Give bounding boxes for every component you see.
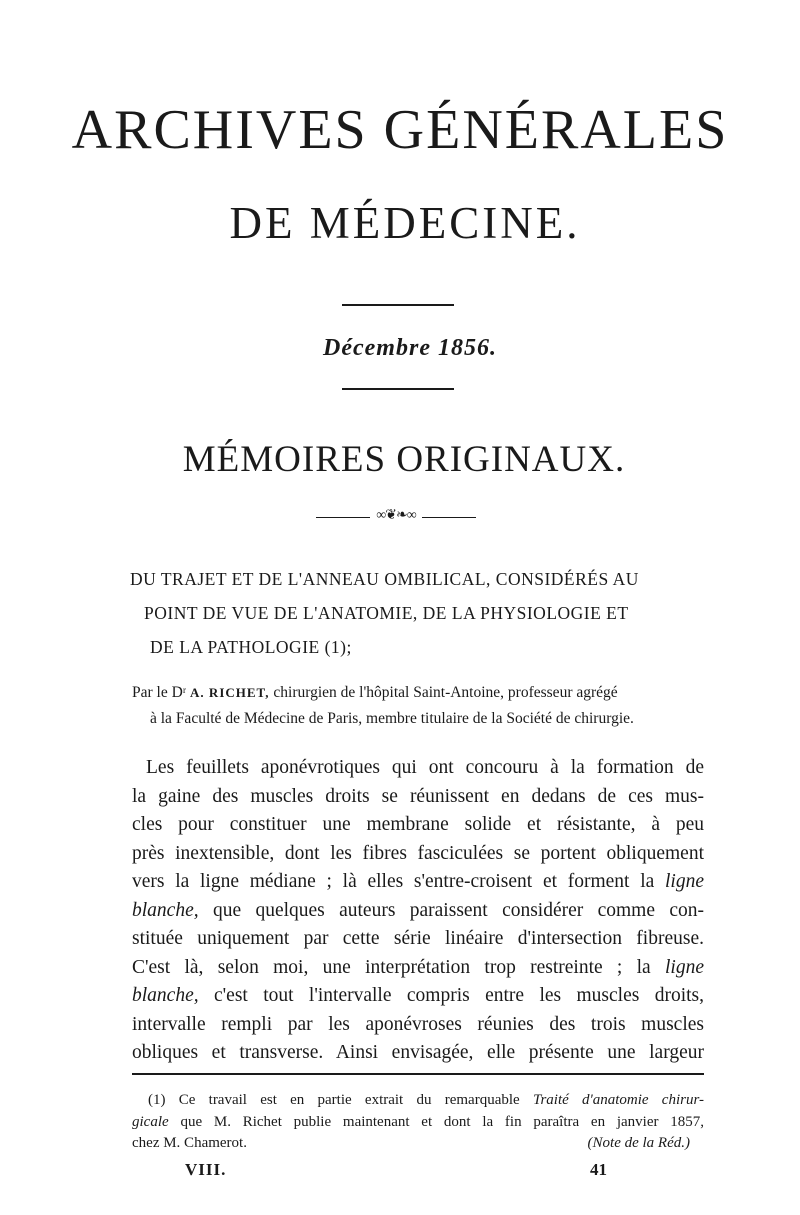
- body-line: [132, 868, 704, 897]
- body-text: [132, 754, 704, 1068]
- author-credit: [132, 680, 704, 732]
- divider-rule: [342, 388, 454, 390]
- body-line: obliques et transverse. Ainsi envisagée, elle présente une largeur: [132, 1042, 704, 1063]
- divider-rule: [342, 304, 454, 306]
- journal-subtitle: DE MÉDECINE.: [229, 198, 581, 248]
- footnote-text-run: chez M. Chamerot.: [132, 1135, 247, 1151]
- editor-note: (Note de la Réd.): [587, 1135, 690, 1151]
- footnote-italic-run: gicale: [132, 1113, 169, 1130]
- body-italic-run: ligne: [665, 956, 704, 978]
- footnote-text-run: (1) Ce travail est en partie extrait du remarquable: [148, 1092, 520, 1108]
- journal-title: ARCHIVES GÉNÉRALES: [71, 99, 729, 161]
- footnote: [132, 1090, 704, 1155]
- body-text-run: C'est là, selon moi, une interprétation trop restreinte ; la: [132, 956, 651, 978]
- article-title-line: DE LA PATHOLOGIE (1);: [150, 637, 352, 657]
- author-name: A. RICHET,: [190, 685, 270, 700]
- article-title: [130, 562, 704, 664]
- footnote-line: [148, 1090, 704, 1112]
- body-line: intervalle rempli par les aponévroses réunies des trois muscles: [132, 1013, 704, 1035]
- footnote-italic-run: Traité d'anatomie chirur-: [532, 1092, 705, 1108]
- body-text-run: que quelques auteurs paraissent considérer comme con-: [212, 899, 704, 921]
- body-italic-run: blanche,: [132, 899, 199, 921]
- body-italic-run: ligne: [665, 871, 705, 892]
- body-line: Les feuillets aponévrotiques qui ont concouru à la formation de: [146, 757, 704, 778]
- footnote-text-run: que M. Richet publie maintenant et dont la fin paraîtra en janvier 1857,: [180, 1113, 705, 1130]
- body-line: [132, 982, 704, 1011]
- article-title-line: POINT DE VUE DE L'ANATOMIE, DE LA PHYSIOLOGIE ET: [144, 603, 629, 623]
- ornament-divider: [316, 510, 476, 526]
- ornament-line: [422, 517, 476, 518]
- article-title-line: DU TRAJET ET DE L'ANNEAU OMBILICAL, CONSIDÉRÉS AU: [130, 569, 639, 589]
- section-title: MÉMOIRES ORIGINAUX.: [182, 439, 626, 480]
- footnote-line: [132, 1112, 704, 1134]
- body-line: cles pour constituer une membrane solide et résistante, à peu: [132, 814, 704, 835]
- page-number: 41: [590, 1160, 607, 1179]
- author-affiliation: chirurgien de l'hôpital Saint-Antoine, professeur agrégé: [273, 684, 618, 701]
- fleuron-icon: ∞❦❧∞: [376, 508, 416, 523]
- body-italic-run: blanche,: [132, 985, 199, 1006]
- body-line: la gaine des muscles droits se réunissent en dedans de ces mus-: [132, 785, 704, 807]
- author-prefix: Par le Dʳ: [132, 684, 187, 701]
- body-line: [132, 897, 704, 926]
- issue-date: Décembre 1856.: [323, 335, 497, 361]
- body-line: [132, 954, 704, 983]
- body-line: près inextensible, dont les fibres fasciculées se portent obliquement: [132, 842, 704, 864]
- footnote-line: [132, 1133, 704, 1155]
- author-line: [132, 680, 704, 706]
- body-text-run: c'est tout l'intervalle compris entre les muscles droits,: [214, 985, 704, 1006]
- body-text-run: vers la ligne médiane ; là elles s'entre-croisent et forment la: [132, 871, 655, 892]
- body-line: stituée uniquement par cette série linéaire d'intersection fibreuse.: [132, 928, 704, 949]
- footnote-rule: [132, 1073, 704, 1075]
- author-line: à la Faculté de Médecine de Paris, membre titulaire de la Société de chirurgie.: [150, 710, 634, 727]
- ornament-line: [316, 517, 370, 518]
- printer-signature: VIII.: [185, 1160, 227, 1179]
